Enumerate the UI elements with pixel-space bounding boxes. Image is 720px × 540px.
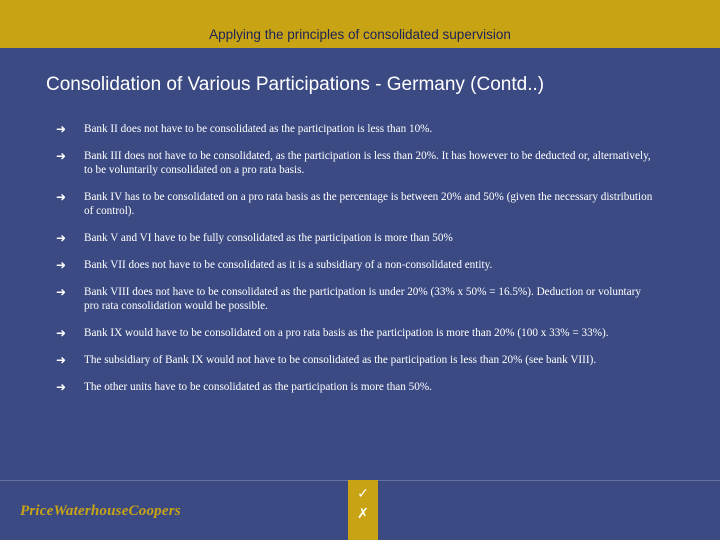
arrow-right-icon: ➜: [56, 285, 67, 299]
arrow-right-icon: ➜: [56, 258, 67, 272]
header-bar: [0, 0, 720, 48]
bullet-item: [56, 285, 656, 313]
bullet-text: The subsidiary of Bank IX would not have to be consolidated as the participation is less than 20% (see bank VIII).: [84, 354, 597, 366]
arrow-right-icon: ➜: [56, 149, 67, 163]
bullet-text: Bank III does not have to be consolidated, as the participation is less than 20%. It has however to be deducted or, alternatively, to be voluntarily consolidated on a pro rata basis.: [84, 150, 651, 176]
footer-accent-strip: [348, 480, 378, 540]
arrow-right-icon: ➜: [56, 231, 67, 245]
bullet-text: Bank VII does not have to be consolidated as it is a subsidiary of a non-consolidated entity.: [84, 259, 493, 271]
check-icon: ✓: [357, 486, 369, 502]
slide-title: Consolidation of Various Participations - Germany (Contd..): [46, 74, 545, 95]
bullet-list: [56, 122, 656, 407]
bullet-item: [56, 122, 656, 136]
bullet-item: [56, 258, 656, 272]
arrow-right-icon: ➜: [56, 326, 67, 340]
bullet-text: Bank V and VI have to be fully consolidated as the participation is more than 50%: [84, 232, 453, 244]
bullet-text: Bank IX would have to be consolidated on a pro rata basis as the participation is more than 20% (100 x 33% = 33%).: [84, 327, 609, 339]
arrow-right-icon: ➜: [56, 122, 67, 136]
bullet-item: [56, 231, 656, 245]
bullet-text: Bank VIII does not have to be consolidated as the participation is under 20% (33% x 50% = 16.5%). Deduction or voluntary pro rata consolidation would be possible.: [84, 286, 641, 312]
arrow-right-icon: ➜: [56, 190, 67, 204]
bullet-item: [56, 380, 656, 394]
bullet-text: Bank IV has to be consolidated on a pro rata basis as the percentage is between 20% and 50% (given the necessary distribution of control).: [84, 191, 653, 217]
logo: PriceWaterhouseCoopers: [20, 503, 181, 519]
bullet-item: [56, 190, 656, 218]
bullet-text: Bank II does not have to be consolidated as the participation is less than 10%.: [84, 123, 433, 135]
arrow-right-icon: ➜: [56, 353, 67, 367]
cross-icon: ✗: [357, 506, 369, 522]
header-title: Applying the principles of consolidated supervision: [209, 27, 511, 42]
bullet-item: [56, 326, 656, 340]
bullet-item: [56, 149, 656, 177]
bullet-text: The other units have to be consolidated as the participation is more than 50%.: [84, 381, 432, 393]
bullet-item: [56, 353, 656, 367]
arrow-right-icon: ➜: [56, 380, 67, 394]
